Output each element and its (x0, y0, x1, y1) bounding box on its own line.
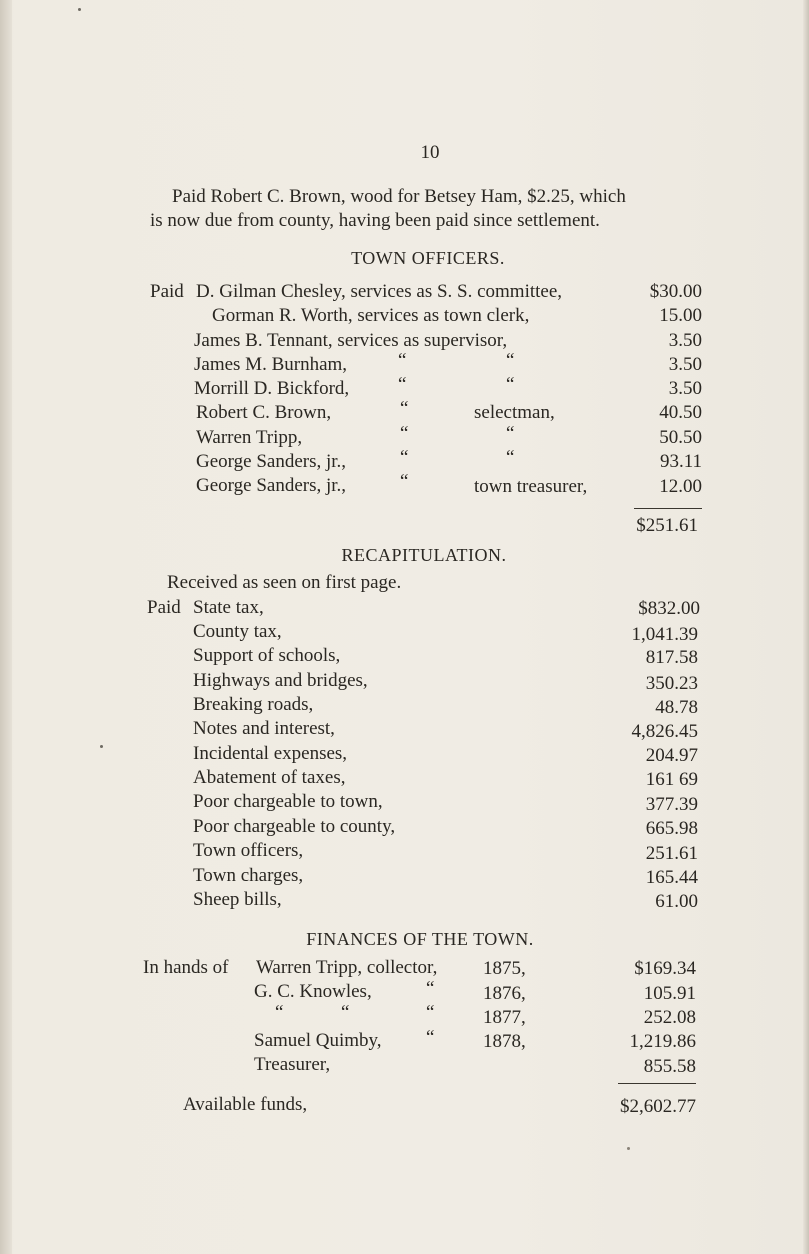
recap-paid-prefix: Paid (147, 597, 181, 618)
recap-label: Poor chargeable to county, (193, 816, 396, 837)
finance-holder: Warren Tripp, collector, (256, 957, 438, 978)
finance-amount: 105.91 (643, 983, 696, 1004)
recap-amount: 377.39 (645, 794, 698, 815)
officer-role: town treasurer, (474, 476, 588, 497)
recap-label: Breaking roads, (193, 694, 314, 715)
available-funds-amount: $2,602.77 (620, 1096, 696, 1117)
recap-amount: 350.23 (645, 673, 698, 694)
officer-name: George Sanders, jr., (196, 451, 347, 472)
officer-name: George Sanders, jr., (196, 475, 347, 496)
officer-amount: 15.00 (659, 305, 702, 326)
officer-amount: $30.00 (649, 281, 702, 302)
recap-amount: 161 69 (645, 769, 698, 790)
page-edge-shadow (803, 0, 809, 1254)
total-rule (634, 508, 702, 509)
page-number: 10 (420, 142, 440, 163)
finance-year: 1878, (483, 1031, 526, 1052)
officer-name: Warren Tripp, (196, 427, 303, 448)
recap-label: Poor chargeable to town, (193, 791, 383, 812)
ditto-mark: “ (400, 423, 409, 444)
recap-amount: 251.61 (645, 843, 698, 864)
total-rule (618, 1083, 696, 1084)
recap-label: Town officers, (193, 840, 304, 861)
officer-amount: 40.50 (659, 402, 702, 423)
finance-year: 1877, (483, 1007, 526, 1028)
paper-speck (78, 8, 81, 11)
finance-amount: $169.34 (634, 958, 696, 979)
officer-amount: 93.11 (659, 451, 702, 472)
received-line: Received as seen on first page. (167, 572, 402, 593)
finance-holder: Samuel Quimby, (254, 1030, 382, 1051)
recap-label: State tax, (193, 597, 264, 618)
recap-amount: 165.44 (645, 867, 698, 888)
recap-label: Support of schools, (193, 645, 341, 666)
recap-label: Town charges, (193, 865, 304, 886)
recap-amount: 48.78 (655, 697, 698, 718)
recap-label: Notes and interest, (193, 718, 335, 739)
ditto-mark: “ (400, 398, 409, 419)
officer-amount: 50.50 (659, 427, 702, 448)
recap-amount: 817.58 (645, 647, 698, 668)
town-officers-total: $251.61 (636, 515, 698, 536)
ditto-mark: “ (341, 1002, 350, 1023)
ditto-mark: “ (506, 374, 515, 395)
finance-amount: 252.08 (643, 1007, 696, 1028)
recap-label: Abatement of taxes, (193, 767, 346, 788)
ditto-mark: “ (426, 978, 435, 999)
finance-year: 1876, (483, 983, 526, 1004)
recap-amount: 4,826.45 (631, 721, 698, 742)
ditto-mark: “ (400, 447, 409, 468)
page-spine-shadow (0, 0, 12, 1254)
recap-amount: 665.98 (645, 818, 698, 839)
intro-line-1: Paid Robert C. Brown, wood for Betsey Ham, $2.25, which (172, 186, 626, 207)
ditto-mark: “ (398, 374, 407, 395)
recap-label: Highways and bridges, (193, 670, 368, 691)
ditto-mark: “ (426, 1002, 435, 1023)
paper-speck (100, 745, 103, 748)
officer-name: D. Gilman Chesley, services as S. S. committee, (196, 281, 563, 302)
town-officers-heading: TOWN OFFICERS. (351, 248, 505, 268)
officer-name: James B. Tennant, services as supervisor, (194, 330, 508, 351)
officer-amount: 3.50 (668, 354, 702, 375)
officer-role: selectman, (474, 402, 555, 423)
recap-label: Incidental expenses, (193, 743, 348, 764)
paper-speck (627, 1147, 630, 1150)
officer-name: James M. Burnham, (194, 354, 348, 375)
finance-holder: G. C. Knowles, (254, 981, 372, 1002)
recap-amount: 61.00 (655, 891, 698, 912)
finance-amount: 855.58 (643, 1056, 696, 1077)
ditto-mark: “ (426, 1027, 435, 1048)
recap-label: Sheep bills, (193, 889, 282, 910)
town-officers-paid-prefix: Paid (150, 281, 184, 302)
finance-amount: 1,219.86 (629, 1031, 696, 1052)
recap-label: County tax, (193, 621, 282, 642)
intro-line-2: is now due from county, having been paid since settlement. (150, 210, 600, 231)
finance-year: 1875, (483, 958, 526, 979)
ditto-mark: “ (506, 350, 515, 371)
finances-prefix: In hands of (143, 957, 229, 978)
finance-holder: Treasurer, (254, 1054, 331, 1075)
officer-amount: 3.50 (668, 378, 702, 399)
officer-name: Robert C. Brown, (196, 402, 332, 423)
officer-name: Morrill D. Bickford, (194, 378, 350, 399)
finances-heading: FINANCES OF THE TOWN. (306, 929, 534, 949)
ditto-mark: “ (275, 1002, 284, 1023)
recapitulation-heading: RECAPITULATION. (341, 545, 507, 565)
recap-amount: $832.00 (638, 598, 700, 619)
ditto-mark: “ (506, 447, 515, 468)
recap-amount: 1,041.39 (631, 624, 698, 645)
ditto-mark: “ (400, 471, 409, 492)
ditto-mark: “ (398, 350, 407, 371)
officer-amount: 12.00 (659, 476, 702, 497)
recap-amount: 204.97 (645, 745, 698, 766)
officer-amount: 3.50 (668, 330, 702, 351)
ditto-mark: “ (506, 423, 515, 444)
officer-name: Gorman R. Worth, services as town clerk, (212, 305, 530, 326)
available-funds-label: Available funds, (183, 1094, 308, 1115)
